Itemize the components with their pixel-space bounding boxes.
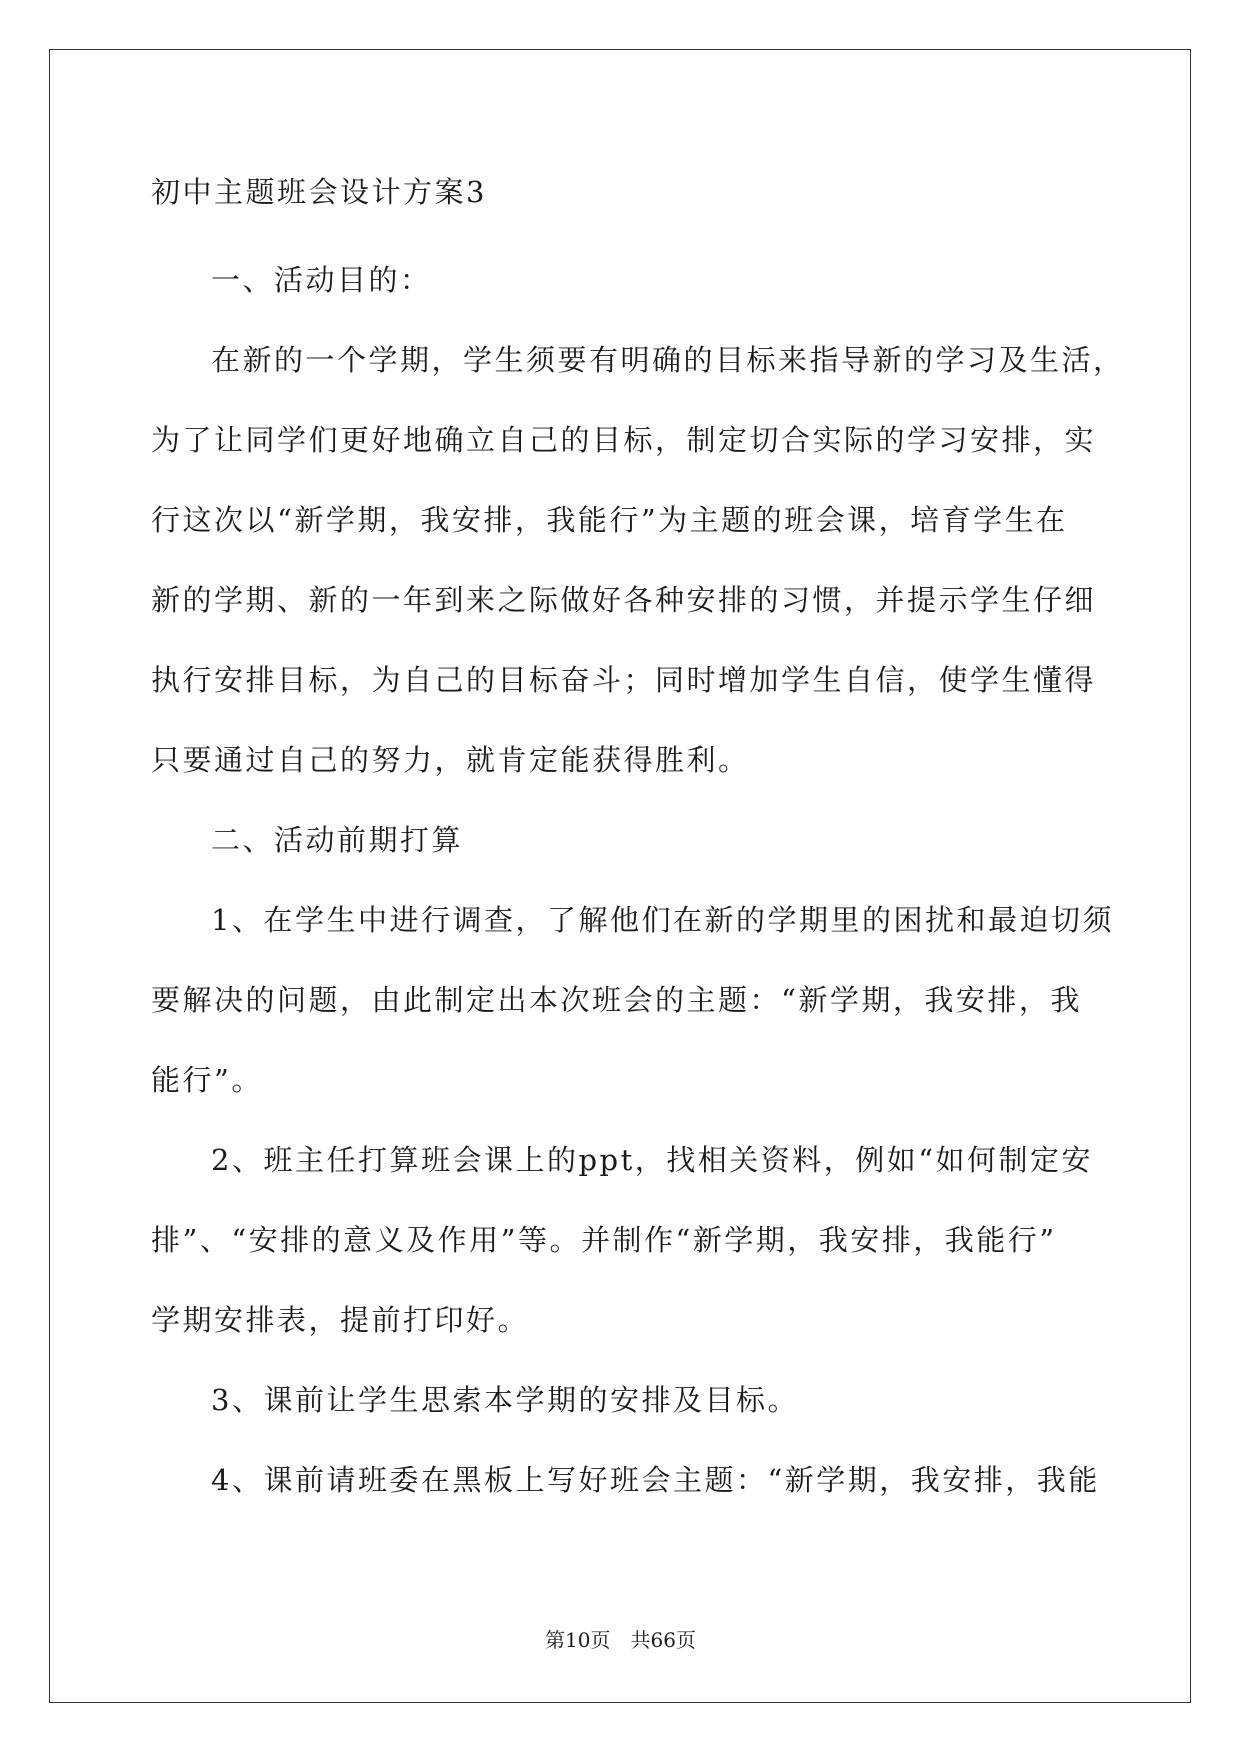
paragraph-line: 执行安排目标，为自己的目标奋斗；同时增加学生自信，使学生懂得 [151, 663, 1097, 697]
section-heading-1: 一、活动目的： [211, 263, 432, 297]
paragraph-line: 行这次以“新学期，我安排，我能行”为主题的班会课，培育学生在 [151, 503, 1068, 537]
list-item-line: 排”、“安排的意义及作用”等。并制作“新学期，我安排，我能行” [151, 1223, 1057, 1257]
list-item-line: 学期安排表，提前打印好。 [151, 1303, 530, 1337]
list-item-line: 2、班主任打算班会课上的ppt，找相关资料，例如“如何制定安 [211, 1143, 1094, 1177]
list-item-line: 4、课前请班委在黑板上写好班会主题：“新学期，我安排，我能 [211, 1463, 1100, 1497]
paragraph-line: 只要通过自己的努力，就肯定能获得胜利。 [151, 743, 750, 777]
list-item-line: 要解决的问题，由此制定出本次班会的主题：“新学期，我安排，我 [151, 983, 1082, 1017]
page-number-footer: 第10页 共66页 [545, 1628, 696, 1652]
paragraph-line: 在新的一个学期，学生须要有明确的目标来指导新的学习及生活， [211, 343, 1125, 377]
list-item-line: 能行”。 [151, 1063, 263, 1097]
list-item-line: 1、在学生中进行调查，了解他们在新的学期里的困扰和最迫切须 [211, 903, 1114, 937]
section-heading-2: 二、活动前期打算 [211, 823, 464, 857]
document-body [151, 160, 1125, 1520]
document-title: 初中主题班会设计方案3 [151, 175, 487, 209]
list-item-line: 3、课前让学生思索本学期的安排及目标。 [211, 1383, 799, 1417]
paragraph-line: 为了让同学们更好地确立自己的目标，制定切合实际的学习安排，实 [151, 423, 1097, 457]
paragraph-line: 新的学期、新的一年到来之际做好各种安排的习惯，并提示学生仔细 [151, 583, 1097, 617]
